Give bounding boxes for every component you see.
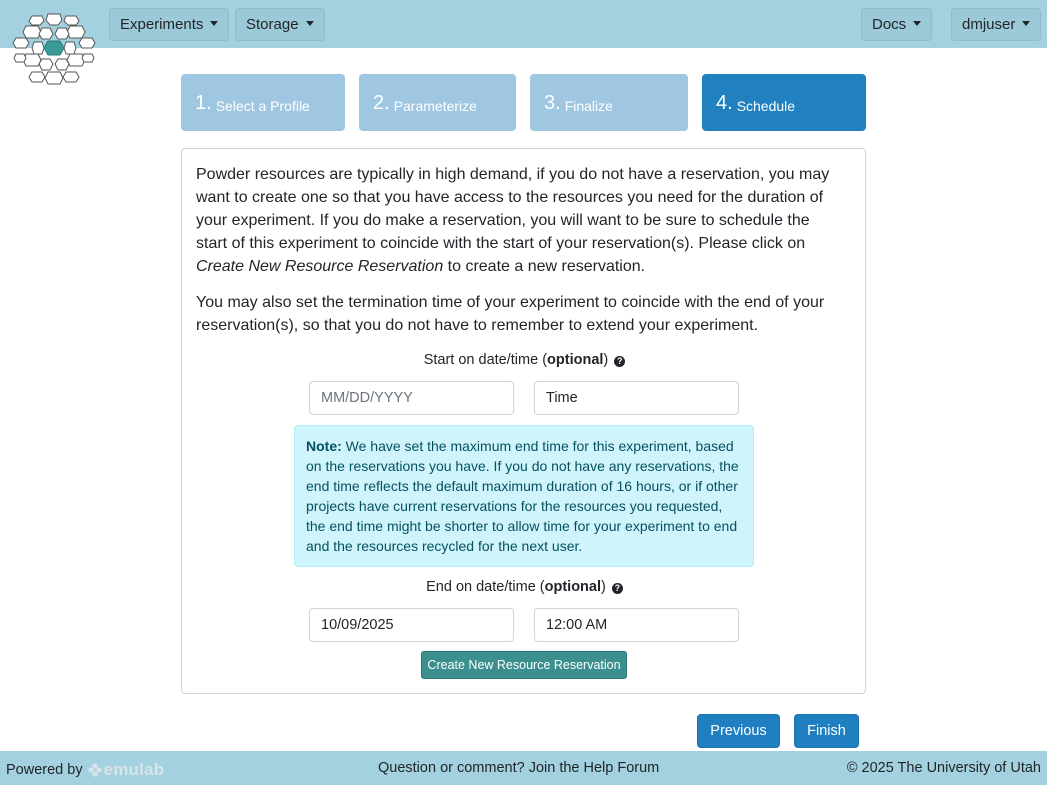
termination-paragraph: You may also set the termination time of your experiment to coincide with the end of your reservation(s), so that you do not have to remember to extend your experiment. bbox=[196, 294, 825, 334]
chevron-down-icon bbox=[1022, 21, 1030, 26]
end-date-input[interactable] bbox=[309, 608, 514, 642]
intro-text-end: to create a new reservation. bbox=[443, 258, 646, 275]
end-datetime-label bbox=[182, 579, 867, 595]
powder-snowflake-logo[interactable] bbox=[12, 12, 96, 86]
step-number: 4. bbox=[716, 92, 733, 114]
chevron-down-icon bbox=[913, 21, 921, 26]
end-label-optional: optional bbox=[544, 579, 602, 595]
emulab-brand-text: emulab bbox=[103, 760, 165, 779]
user-menu[interactable] bbox=[951, 8, 1041, 41]
previous-button[interactable]: Previous bbox=[697, 714, 780, 748]
step-schedule[interactable] bbox=[702, 74, 866, 131]
create-reservation-button[interactable]: Create New Resource Reservation bbox=[421, 651, 627, 679]
intro-paragraph bbox=[196, 163, 836, 278]
storage-menu-label: Storage bbox=[246, 16, 299, 33]
end-label-suffix: ) bbox=[601, 579, 606, 595]
docs-menu-label: Docs bbox=[872, 16, 907, 33]
intro-text: Powder resources are typically in high demand, if you do not have a reservation, you may want to create one so that you have access to the resources you need for the duration of your experiment. If you do make a reservation, you will want to be sure to schedule the start of this experiment to coincide with the start of your reservation(s). Please click on bbox=[196, 166, 830, 252]
step-label: Finalize bbox=[564, 98, 613, 114]
powered-by bbox=[6, 760, 164, 780]
question-circle-icon[interactable]: ? bbox=[612, 583, 623, 594]
create-reservation-emphasis: Create New Resource Reservation bbox=[196, 258, 444, 275]
experiments-menu[interactable] bbox=[109, 8, 229, 41]
start-date-input[interactable] bbox=[309, 381, 514, 415]
start-label-prefix: Start on date/time ( bbox=[423, 352, 548, 368]
note-text: We have set the maximum end time for this experiment, based on the reservations you have. If you do not have any reservations, the end time reflects the default maximum duration of 16 hours, or if other projects have current reservations for the resources you requested, the end time might be shorter to allow time for your experiment to end and the resources recycled for the next user. bbox=[306, 438, 739, 554]
emulab-logo[interactable] bbox=[88, 760, 165, 780]
max-end-time-note bbox=[294, 425, 754, 567]
copyright: © 2025 The University of Utah bbox=[846, 760, 1041, 776]
step-label: Parameterize bbox=[393, 98, 477, 114]
step-parameterize[interactable] bbox=[359, 74, 516, 131]
step-label: Select a Profile bbox=[215, 98, 310, 114]
schedule-card bbox=[181, 148, 866, 694]
top-navbar bbox=[0, 0, 1047, 48]
emulab-flower-icon bbox=[88, 763, 102, 777]
step-label: Schedule bbox=[736, 98, 796, 114]
help-forum-link[interactable]: Question or comment? Join the Help Forum bbox=[378, 760, 660, 776]
storage-menu[interactable] bbox=[235, 8, 325, 41]
start-time-input[interactable] bbox=[534, 381, 739, 415]
note-title: Note: bbox=[306, 438, 342, 454]
start-datetime-label bbox=[182, 352, 867, 368]
start-label-suffix: ) bbox=[603, 352, 609, 368]
docs-menu[interactable] bbox=[861, 8, 932, 41]
step-number: 3. bbox=[544, 92, 561, 114]
finish-button[interactable]: Finish bbox=[794, 714, 859, 748]
step-select-profile[interactable] bbox=[181, 74, 345, 131]
end-label-prefix: End on date/time ( bbox=[426, 579, 545, 595]
chevron-down-icon bbox=[306, 21, 314, 26]
footer bbox=[0, 751, 1047, 785]
experiments-menu-label: Experiments bbox=[120, 16, 204, 33]
step-number: 2. bbox=[373, 92, 390, 114]
step-number: 1. bbox=[195, 92, 212, 114]
start-label-optional: optional bbox=[547, 352, 604, 368]
powered-by-label: Powered by bbox=[6, 762, 83, 778]
question-circle-icon[interactable]: ? bbox=[614, 356, 625, 367]
end-time-input[interactable] bbox=[534, 608, 739, 642]
user-menu-label: dmjuser bbox=[962, 16, 1016, 33]
chevron-down-icon bbox=[210, 21, 218, 26]
step-finalize[interactable] bbox=[530, 74, 688, 131]
